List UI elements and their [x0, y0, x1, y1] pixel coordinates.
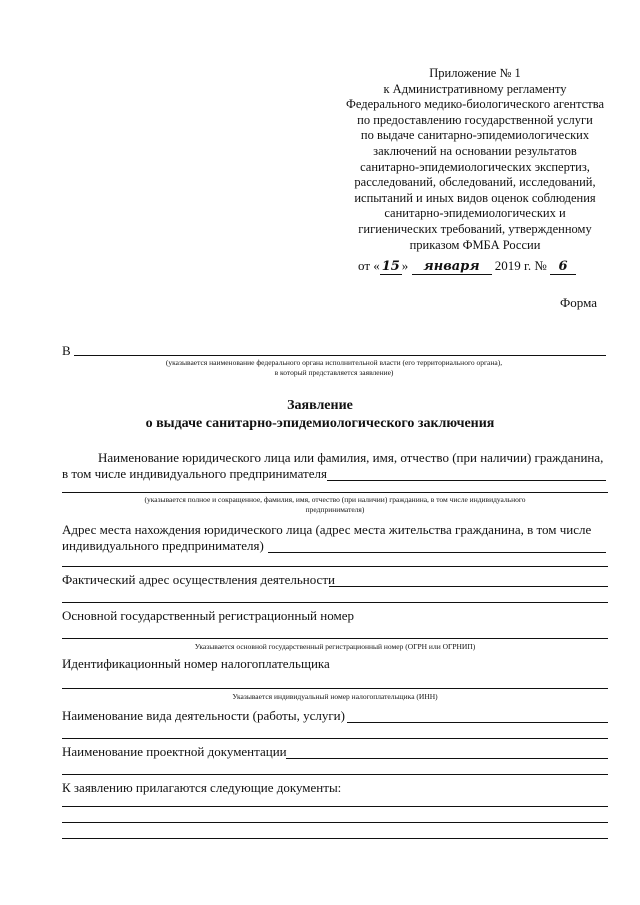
- attachments-label: К заявлению прилагаются следующие документы:: [62, 780, 342, 795]
- appendix-line: Приложение № 1: [429, 66, 521, 80]
- form-label: Форма: [560, 295, 597, 310]
- address-field-line[interactable]: [268, 552, 606, 553]
- date-month-handwritten: января: [412, 259, 492, 275]
- applicant-label-line1: Наименование юридического лица или фамилия, имя, отчество (при наличии) гражданина,: [98, 450, 604, 465]
- recipient-note-line: в который представляется заявление): [274, 368, 394, 377]
- actual-address-field-line-2[interactable]: [62, 602, 608, 603]
- appendix-line: заключений на основании результатов: [373, 143, 577, 158]
- date-year-text: 2019 г. №: [494, 258, 547, 273]
- order-number-handwritten: 6: [550, 259, 576, 275]
- attachments-line[interactable]: [62, 838, 608, 839]
- appendix-line: по выдаче санитарно-эпидемиологических: [360, 128, 590, 143]
- recipient-note: [62, 358, 606, 378]
- date-mid: »: [401, 258, 409, 273]
- recipient-prefix: В: [62, 343, 71, 358]
- order-date-line: [358, 258, 576, 275]
- appendix-line: испытаний и иных видов оценок соблюдения: [354, 190, 596, 205]
- appendix-line: гигиенических требований, утвержденному: [358, 221, 592, 236]
- appendix-line: по предоставлению государственной услуги: [357, 112, 593, 127]
- recipient-note-line: (указывается наименование федерального органа исполнительной власти (его территориального органа),: [165, 358, 503, 367]
- applicant-note: [62, 495, 608, 515]
- ogrn-note: Указывается основной государственный регистрационный номер (ОГРН или ОГРНИП): [194, 642, 476, 651]
- date-prefix: от «: [358, 258, 380, 273]
- appendix-line: приказом ФМБА России: [409, 237, 541, 252]
- appendix-line: к Административному регламенту: [383, 81, 567, 96]
- actual-address-field-line[interactable]: [329, 586, 608, 587]
- applicant-field-line[interactable]: [327, 480, 606, 481]
- activity-field-line[interactable]: [347, 722, 608, 723]
- attachments-line[interactable]: [62, 806, 608, 807]
- appendix-line: санитарно-эпидемиологических и: [384, 206, 566, 221]
- document-subtitle: о выдаче санитарно-эпидемиологического заключения: [145, 416, 495, 431]
- appendix-header: [330, 66, 620, 253]
- inn-label: Идентификационный номер налогоплательщика: [62, 656, 330, 671]
- applicant-label-line2: в том числе индивидуального предпринимателя: [62, 466, 327, 481]
- applicant-note-line: (указывается полное и сокращенное, фамилия, имя, отчество (при наличии) гражданина, в том числе индивидуального: [144, 495, 526, 504]
- project-docs-field-line-2[interactable]: [62, 774, 608, 775]
- ogrn-field-line[interactable]: [62, 638, 608, 639]
- activity-label: Наименование вида деятельности (работы, услуги): [62, 708, 345, 723]
- project-docs-label: Наименование проектной документации: [62, 744, 287, 759]
- activity-field-line-2[interactable]: [62, 738, 608, 739]
- date-day-handwritten: 15: [381, 259, 400, 274]
- recipient-field-line[interactable]: [74, 355, 606, 356]
- project-docs-field-line[interactable]: [286, 758, 608, 759]
- inn-field-line[interactable]: [62, 688, 608, 689]
- attachments-line[interactable]: [62, 822, 608, 823]
- actual-address-label: Фактический адрес осуществления деятельности: [62, 572, 335, 587]
- appendix-line: Федерального медико-биологического агентства: [345, 97, 604, 112]
- appendix-line: расследований, обследований, исследований,: [354, 175, 596, 190]
- appendix-line: санитарно-эпидемиологических экспертиз,: [360, 159, 590, 174]
- ogrn-label: Основной государственный регистрационный номер: [62, 608, 354, 623]
- address-label-line1: Адрес места нахождения юридического лица (адрес места жительства гражданина, в том числе: [62, 522, 592, 537]
- address-field-line-2[interactable]: [62, 566, 608, 567]
- address-label-line2: индивидуального предпринимателя): [62, 538, 264, 553]
- inn-note: Указывается индивидуальный номер налогоплательщика (ИНН): [232, 692, 438, 701]
- applicant-field-line-2[interactable]: [62, 492, 608, 493]
- document-title: Заявление: [287, 398, 353, 413]
- applicant-note-line: предпринимателя): [305, 505, 365, 514]
